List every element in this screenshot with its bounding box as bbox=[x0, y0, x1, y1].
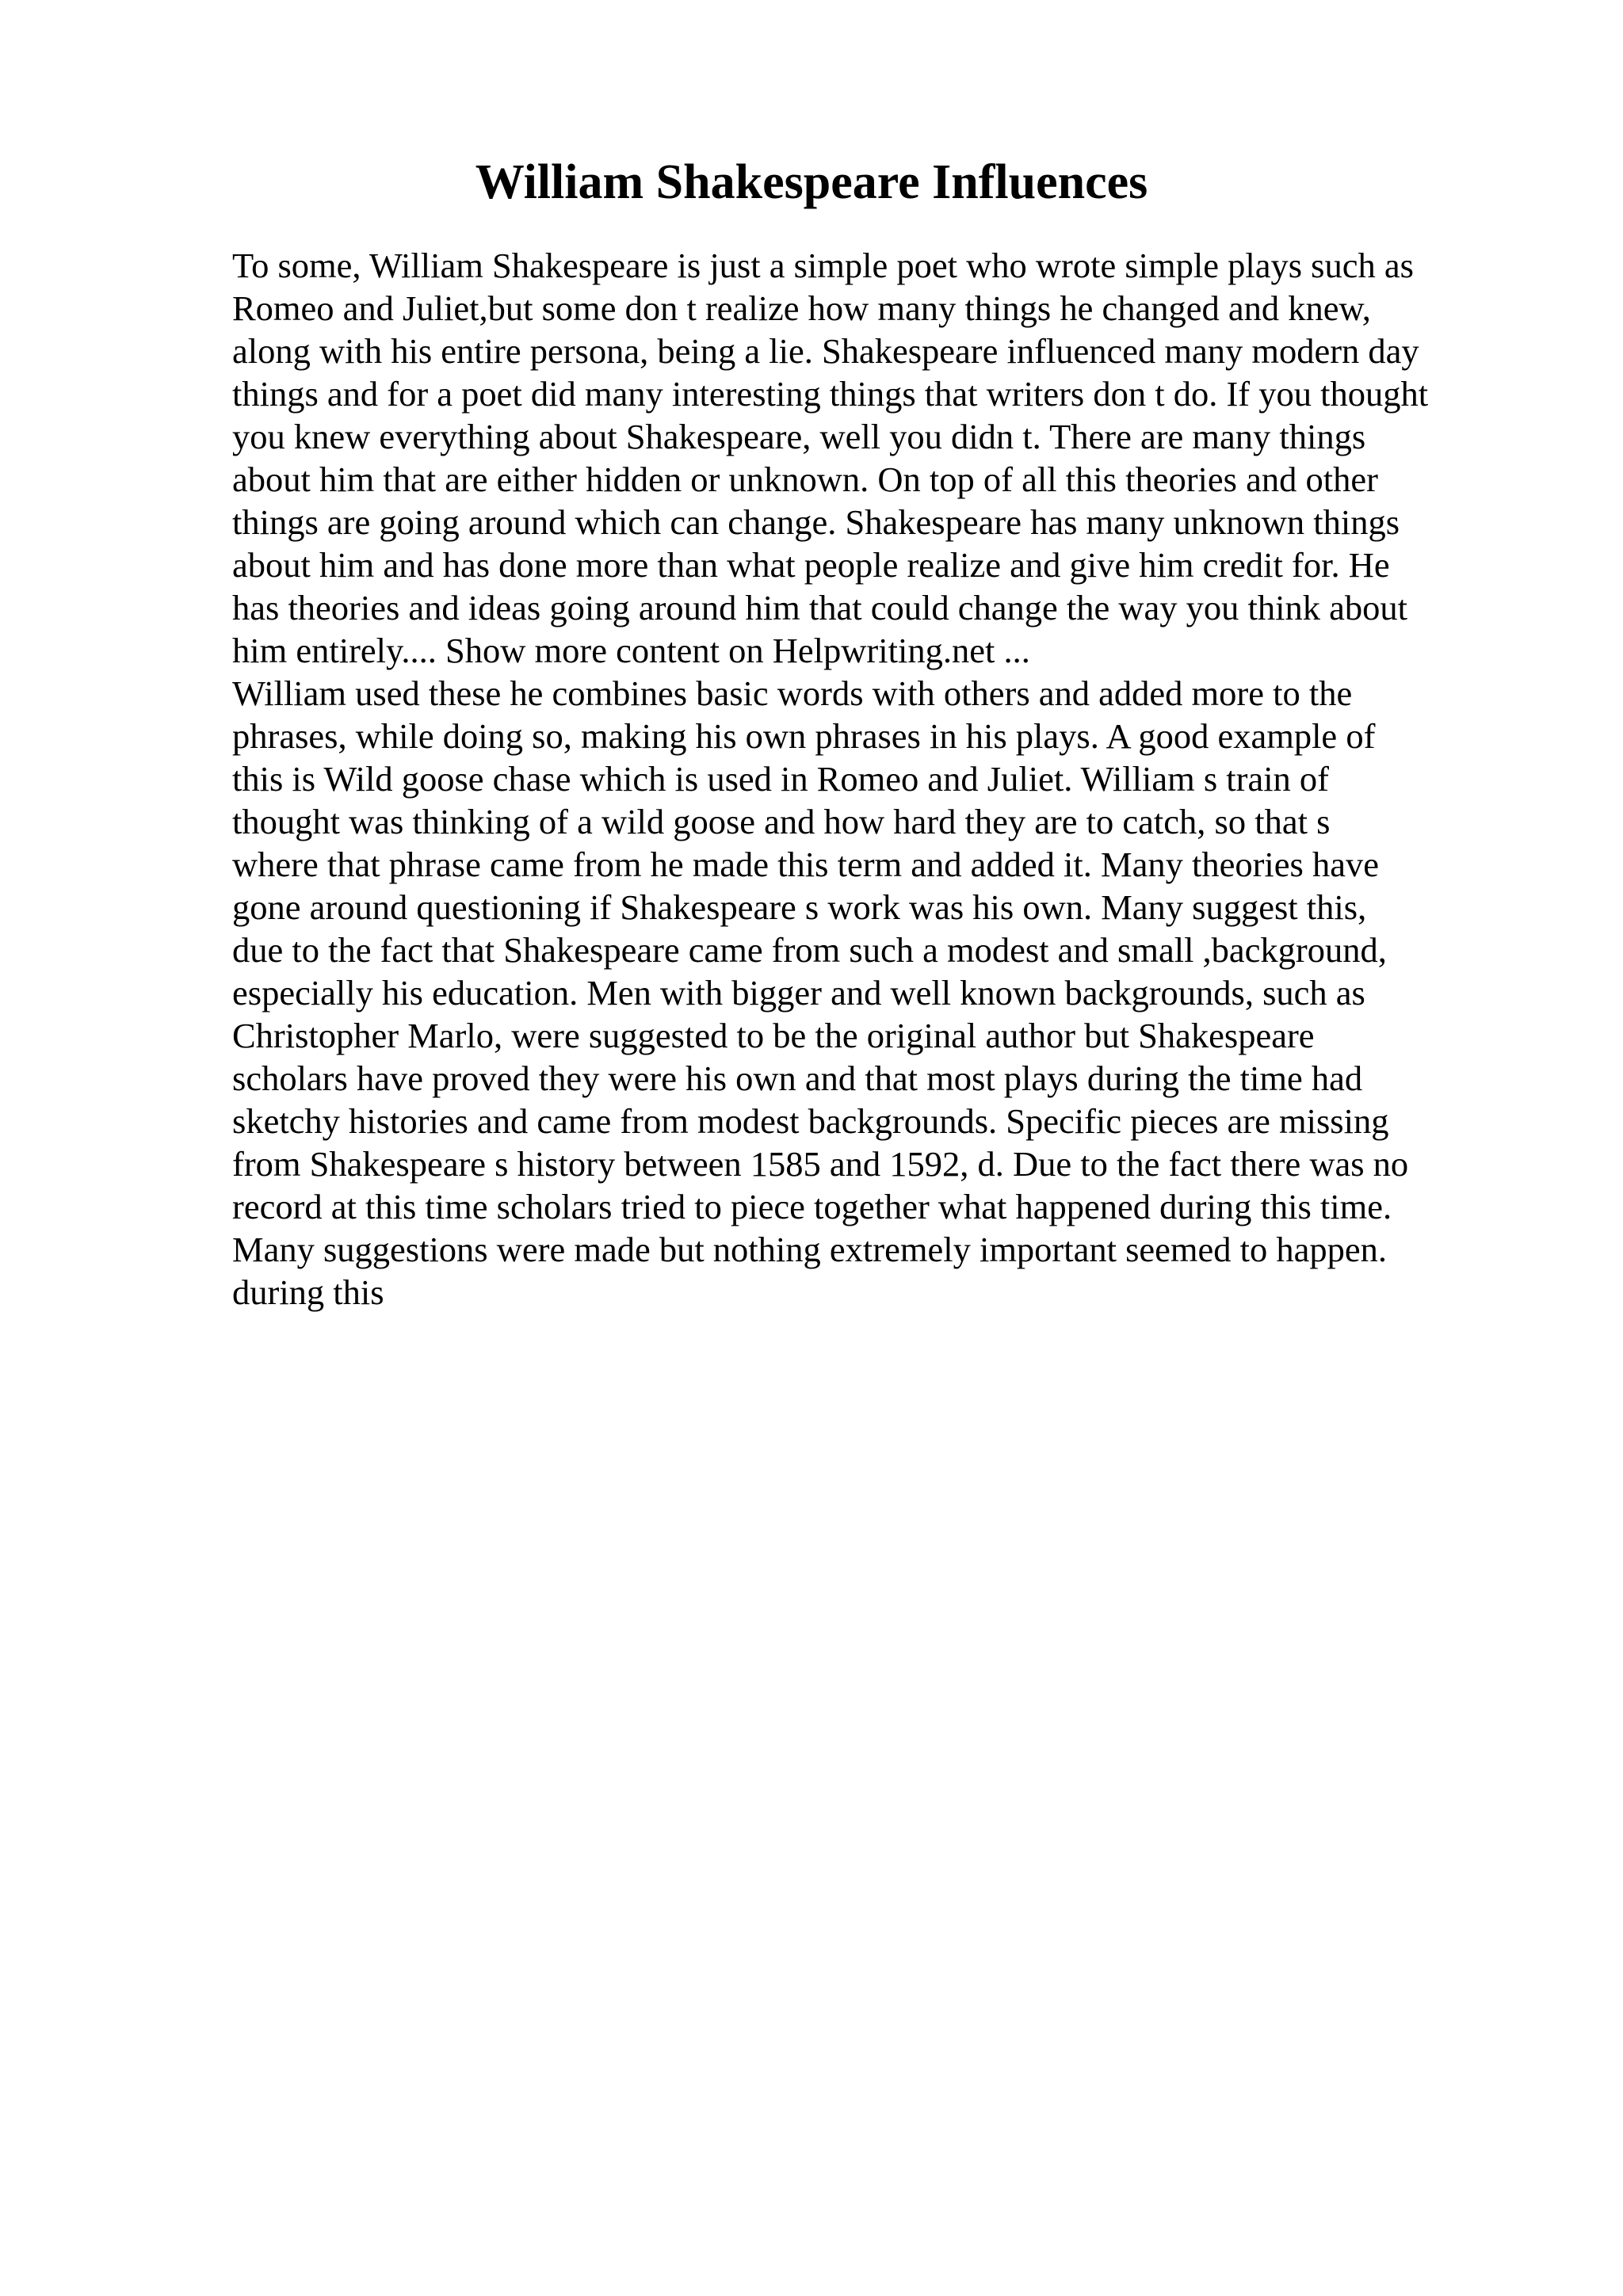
body-line: Many suggestions were made but nothing extremely important seemed to happen. bbox=[232, 1230, 1388, 1269]
body-line: To some, William Shakespeare is just a simple poet who wrote simple plays such as bbox=[232, 246, 1414, 285]
body-line: has theories and ideas going around him that could change the way you think about bbox=[232, 588, 1407, 627]
body-line: phrases, while doing so, making his own phrases in his plays. A good example of bbox=[232, 716, 1376, 756]
body-line: things are going around which can change. Shakespeare has many unknown things bbox=[232, 502, 1400, 542]
body-line: from Shakespeare s history between 1585 and 1592, d. Due to the fact there was no bbox=[232, 1144, 1409, 1184]
body-line: gone around questioning if Shakespeare s work was his own. Many suggest this, bbox=[232, 887, 1367, 927]
body-line: this is Wild goose chase which is used in Romeo and Juliet. William s train of bbox=[232, 759, 1329, 799]
body-line: about him that are either hidden or unknown. On top of all this theories and other bbox=[232, 460, 1378, 499]
body-line: things and for a poet did many interesting things that writers don t do. If you thought bbox=[232, 374, 1429, 414]
body-line: William used these he combines basic words with others and added more to the bbox=[232, 673, 1353, 713]
body-line: about him and has done more than what people realize and give him credit for. He bbox=[232, 545, 1390, 585]
body-line: due to the fact that Shakespeare came from such a modest and small ,background, bbox=[232, 930, 1387, 970]
body-line: you knew everything about Shakespeare, well you didn t. There are many things bbox=[232, 417, 1366, 456]
body-line: scholars have proved they were his own and that most plays during the time had bbox=[232, 1058, 1363, 1098]
body-line: thought was thinking of a wild goose and how hard they are to catch, so that s bbox=[232, 802, 1331, 841]
body-line: record at this time scholars tried to piece together what happened during this time. bbox=[232, 1187, 1392, 1226]
body-line: him entirely.... Show more content on Helpwriting.net ... bbox=[232, 631, 1030, 670]
document-body bbox=[232, 244, 1516, 1314]
body-line: along with his entire persona, being a lie. Shakespeare influenced many modern day bbox=[232, 331, 1419, 371]
body-line: during this bbox=[232, 1272, 384, 1312]
body-line: Christopher Marlo, were suggested to be the original author but Shakespeare bbox=[232, 1016, 1315, 1055]
body-line: Romeo and Juliet,but some don t realize how many things he changed and knew, bbox=[232, 288, 1371, 328]
body-line: where that phrase came from he made this term and added it. Many theories have bbox=[232, 845, 1379, 884]
body-line: especially his education. Men with bigger and well known backgrounds, such as bbox=[232, 973, 1365, 1013]
body-line: sketchy histories and came from modest backgrounds. Specific pieces are missing bbox=[232, 1101, 1389, 1141]
document-title: William Shakespeare Influences bbox=[475, 155, 1148, 209]
